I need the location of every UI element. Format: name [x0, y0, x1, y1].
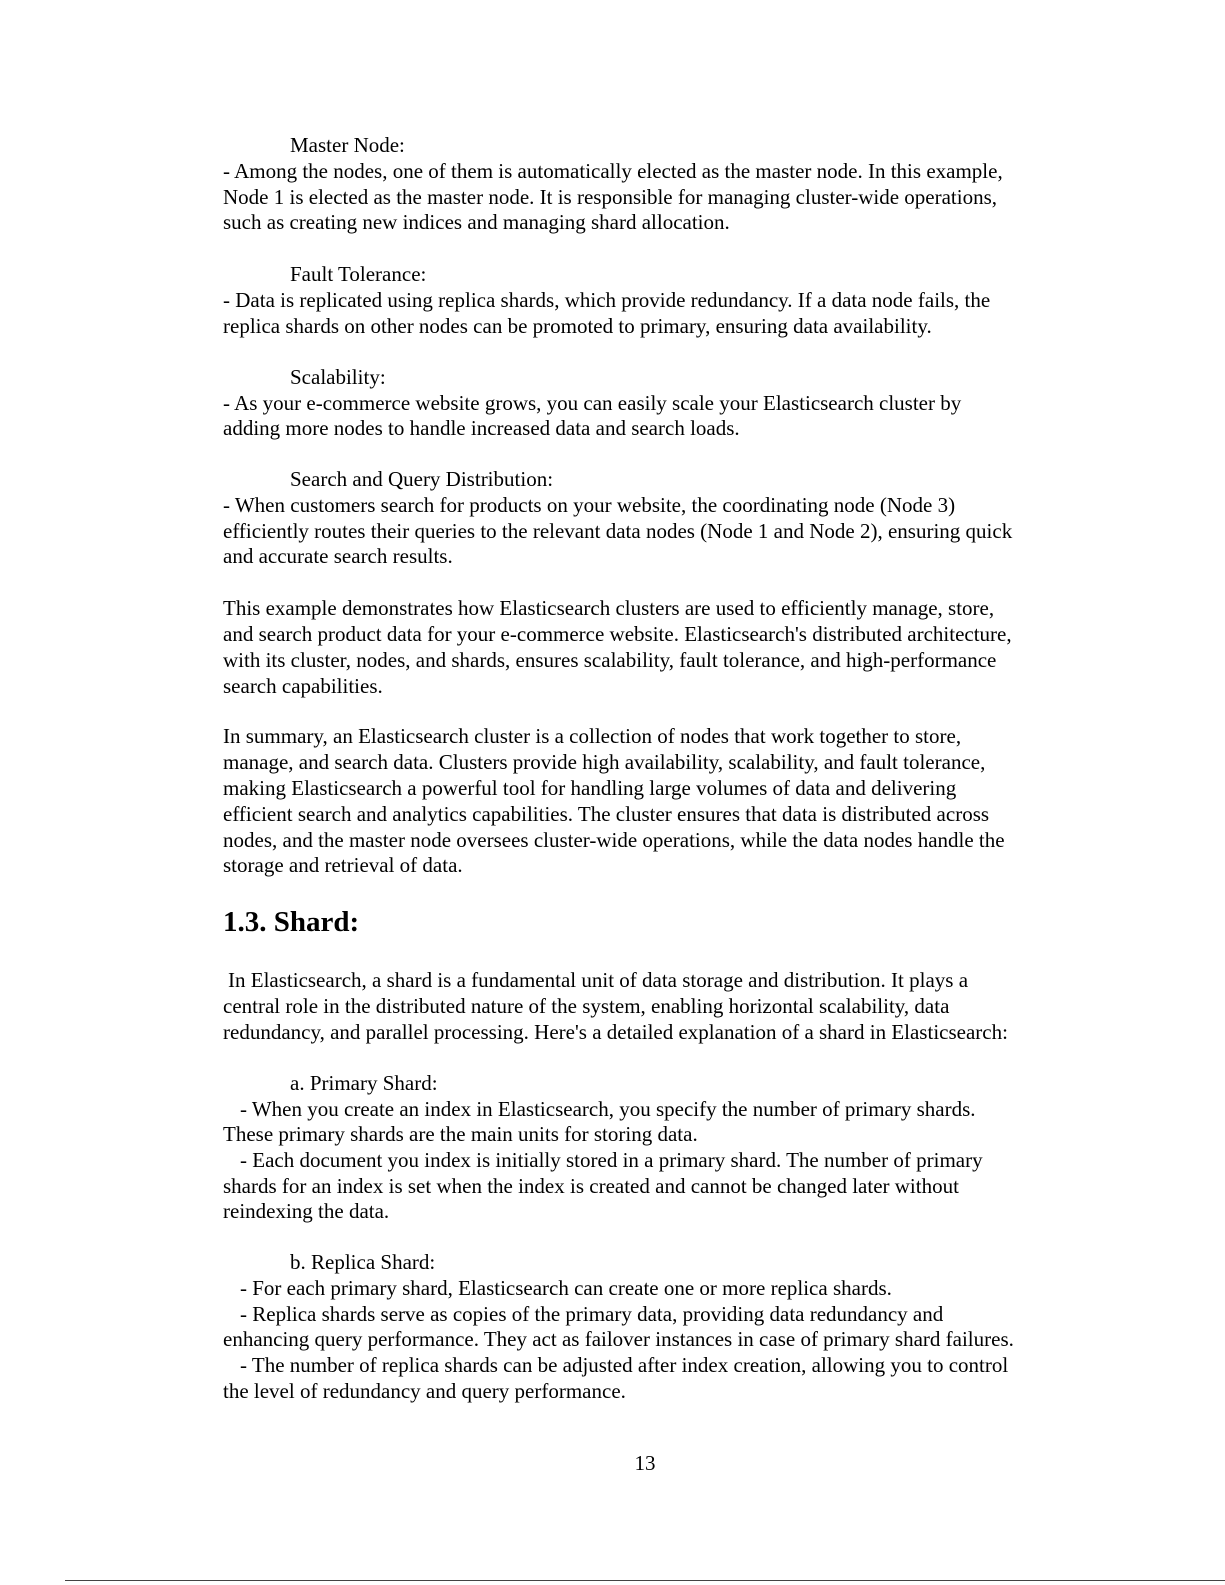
master-node-title: Master Node:	[290, 133, 405, 157]
fault-tolerance-line: - Data is replicated using replica shards, which provide redundancy. If a data node fails, the	[223, 288, 991, 312]
search-distribution-title: Search and Query Distribution:	[290, 467, 554, 491]
primary-shard-title: a. Primary Shard:	[290, 1071, 438, 1095]
summary-paragraph-line: In summary, an Elasticsearch cluster is a collection of nodes that work together to store,	[223, 724, 962, 748]
shard-intro-line: central role in the distributed nature of the system, enabling horizontal scalability, data	[223, 994, 950, 1018]
fault-tolerance-line: replica shards on other nodes can be promoted to primary, ensuring data availability.	[223, 314, 932, 338]
search-distribution-line: efficiently routes their queries to the relevant data nodes (Node 1 and Node 2), ensuring quick	[223, 519, 1013, 543]
section-heading-shard: 1.3. Shard:	[223, 906, 360, 938]
search-distribution-line: - When customers search for products on your website, the coordinating node (Node 3)	[223, 493, 956, 517]
scalability-line: - As your e-commerce website grows, you can easily scale your Elasticsearch cluster by	[223, 391, 962, 415]
summary-paragraph-line: efficient search and analytics capabilities. The cluster ensures that data is distributed across	[223, 802, 990, 826]
replica-shard-line: - For each primary shard, Elasticsearch can create one or more replica shards.	[240, 1276, 892, 1300]
page-number: 13	[634, 1451, 656, 1475]
summary-paragraph-line: storage and retrieval of data.	[223, 853, 463, 877]
primary-shard-line: shards for an index is set when the index is created and cannot be changed later without	[223, 1174, 959, 1198]
example-paragraph-line: with its cluster, nodes, and shards, ensures scalability, fault tolerance, and high-performance	[223, 648, 997, 672]
example-paragraph-line: and search product data for your e-commerce website. Elasticsearch's distributed architecture,	[223, 622, 1012, 646]
summary-paragraph-line: manage, and search data. Clusters provide high availability, scalability, and fault tolerance,	[223, 750, 986, 774]
scalability-title: Scalability:	[290, 365, 386, 389]
search-distribution-line: and accurate search results.	[223, 544, 453, 568]
primary-shard-line: - When you create an index in Elasticsearch, you specify the number of primary shards.	[240, 1097, 976, 1121]
scalability-line: adding more nodes to handle increased data and search loads.	[223, 416, 740, 440]
fault-tolerance-title: Fault Tolerance:	[290, 262, 427, 286]
replica-shard-line: - Replica shards serve as copies of the primary data, providing data redundancy and	[240, 1302, 944, 1326]
master-node-line: such as creating new indices and managing shard allocation.	[223, 210, 730, 234]
shard-intro-line: In Elasticsearch, a shard is a fundamental unit of data storage and distribution. It plays a	[228, 968, 969, 992]
replica-shard-line: enhancing query performance. They act as failover instances in case of primary shard failures.	[223, 1327, 1014, 1351]
master-node-line: Node 1 is elected as the master node. It is responsible for managing cluster-wide operations,	[223, 185, 998, 209]
primary-shard-line: reindexing the data.	[223, 1199, 390, 1223]
replica-shard-line: the level of redundancy and query performance.	[223, 1379, 626, 1403]
replica-shard-line: - The number of replica shards can be adjusted after index creation, allowing you to control	[240, 1353, 1009, 1377]
summary-paragraph-line: nodes, and the master node oversees cluster-wide operations, while the data nodes handle the	[223, 828, 1005, 852]
example-paragraph-line: This example demonstrates how Elasticsearch clusters are used to efficiently manage, store,	[223, 596, 995, 620]
example-paragraph-line: search capabilities.	[223, 674, 383, 698]
replica-shard-title: b. Replica Shard:	[290, 1250, 436, 1274]
shard-intro-line: redundancy, and parallel processing. Here's a detailed explanation of a shard in Elasticsearch:	[223, 1020, 1008, 1044]
page-bottom-divider	[65, 1580, 1225, 1581]
primary-shard-line: - Each document you index is initially stored in a primary shard. The number of primary	[240, 1148, 983, 1172]
master-node-line: - Among the nodes, one of them is automatically elected as the master node. In this example,	[223, 159, 1003, 183]
primary-shard-line: These primary shards are the main units for storing data.	[223, 1122, 698, 1146]
summary-paragraph-line: making Elasticsearch a powerful tool for handling large volumes of data and delivering	[223, 776, 957, 800]
